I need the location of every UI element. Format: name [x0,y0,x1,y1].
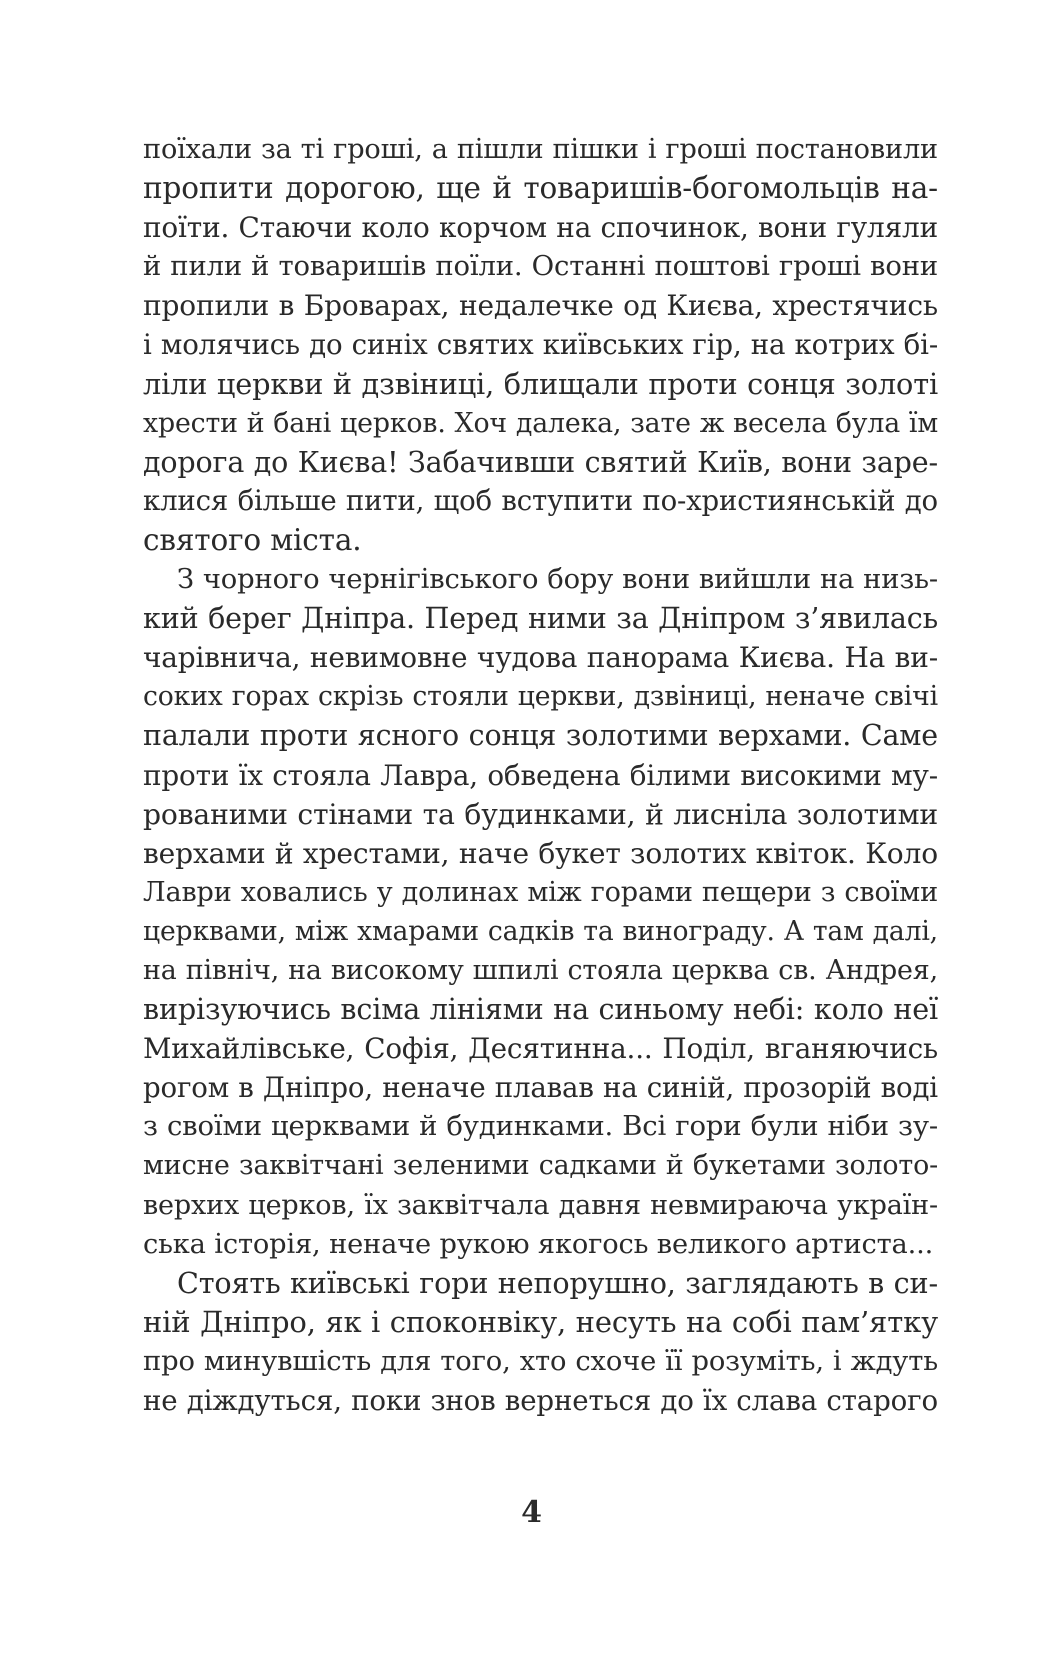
text-line: проти їх стояла Лавра, обведена білими високими му- [143,758,938,792]
text-line: Михайлівське, Софія, Десятинна... Поділ, вганяючись [143,1032,938,1066]
text-line: кий берег Дніпра. Перед ними за Дніпром з’явилась [143,601,938,636]
text-line: церквами, між хмарами садків та винограду. А там далі, [143,915,938,947]
text-line: дорога до Києва! Забачивши святий Київ, вони заре- [143,445,938,479]
text-line: про минувшість для того, хто схоче її розуміть, і ждуть [143,1345,938,1377]
text-line: не діждуться, поки знов вернеться до їх слава старого [143,1384,938,1417]
text-line: вирізуючись всіма лініями на синьому небі: коло неї [143,992,938,1027]
text-line: мисне заквітчані зеленими садками й букетами золото- [143,1150,938,1182]
text-line: соких горах скрізь стояли церкви, дзвіниці, неначе свічі [143,681,938,713]
text-line: ній Дніпро, як і споконвіку, несуть на собі пам’ятку [143,1304,938,1339]
text-line: святого міста. [143,522,362,557]
text-line: пропити дорогою, ще й товаришів-богомольців на- [143,171,938,206]
text-line: з своїми церквами й будинками. Всі гори були ніби зу- [143,1110,938,1143]
page-number: 4 [521,1495,542,1530]
text-line: рованими стінами та будинками, й лисніла золотими [143,797,938,831]
text-line: й пили й товаришів поїли. Останні поштові гроші вони [143,251,938,283]
text-line: поїхали за ті гроші, а пішли пішки і гроші постановили [143,134,938,165]
text-line: палали проти ясного сонця золотими верхами. Саме [143,719,938,753]
text-line: верхих церков, їх заквітчала давня невмираюча україн- [143,1189,938,1221]
body-text [143,130,938,1420]
text-line: З чорного чернігівського бору вони вийшли на низь- [177,564,938,596]
text-line: Лаври ховались у долинах між горами пещери з своїми [143,876,938,908]
text-line: Стоять київські гори непорушно, заглядають в си- [177,1265,938,1300]
text-line: клися більше пити, щоб вступити по-християнській до [143,484,938,517]
text-line: верхами й хрестами, наче букет золотих квіток. Коло [143,836,938,870]
text-line: і молячись до синіх святих київських гір, на котрих бі- [143,328,938,362]
text-line: рогом в Дніпро, неначе плавав на синій, прозорій воді [143,1071,938,1105]
text-line: чарівнича, невимовне чудова панорама Києва. На ви- [143,641,938,675]
text-line: на північ, на високому шпилі стояла церква св. Андрея, [143,954,938,986]
text-line: поїти. Стаючи коло корчом на спочинок, вони гуляли [143,211,938,245]
text-line: ська історія, неначе рукою якогось великого артиста... [143,1228,934,1260]
text-line: ліли церкви й дзвіниці, блищали проти сонця золоті [143,366,938,401]
text-line: хрести й бані церков. Хоч далека, зате ж весела була їм [143,407,938,439]
text-line: пропили в Броварах, недалечке од Києва, хрестячись [143,289,938,323]
